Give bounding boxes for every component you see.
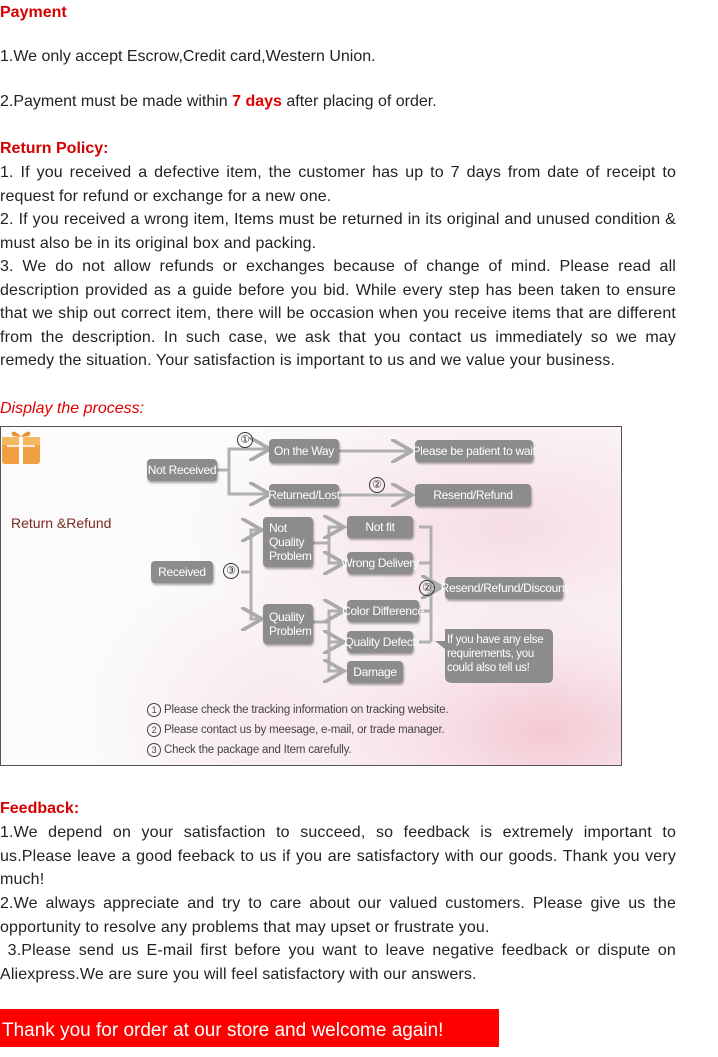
arrow-to-wrong-delivery: [329, 543, 341, 563]
note-3-marker: 3: [147, 743, 161, 757]
feedback-item-1: 1.We depend on your satisfaction to succeed, so feedback is extremely important to us.Please leave a good feeback to us if you are satisfactory with our goods. Thank you very much!: [0, 824, 676, 888]
wrong-delivery-box: Wrong Delivery: [347, 552, 413, 574]
note-1: [147, 703, 448, 717]
arrow-not-received-branch: [217, 449, 267, 470]
payment-line-2-start: 2.Payment must be made within: [0, 93, 233, 110]
color-difference-box: Color Difference: [347, 600, 419, 622]
payment-days-highlight: 7 days: [232, 93, 282, 110]
quality-problem-box: Quality Problem: [263, 604, 313, 644]
feedback-item-2: 2.We always appreciate and try to care about our valued customers. Please give us the opportunity to resolve any problems that may upset or frustrate you.: [0, 895, 676, 936]
thank-you-banner: Thank you for order at our store and welcome again!: [0, 1009, 499, 1047]
resend-refund-discount-box: Resend/Refund/Discount: [445, 577, 563, 599]
arrow-quality-branch: [313, 611, 341, 622]
diagram-title: Return &Refund: [11, 515, 112, 531]
return-policy-item-3: 3. We do not allow refunds or exchanges because of change of mind. Please read all description provided as a guide before you bid. While every step has been taken to ensure that we ship out correct item, there will be occasion when you receive items that are different from the description. In such case, we ask that you contact us immediately so we may remedy the situation. Your satisfaction is important to us and we value your business.: [0, 258, 676, 369]
payment-line-1: 1.We only accept Escrow,Credit card,Western Union.: [0, 48, 376, 65]
return-policy-item-1: 1. If you received a defective item, the customer has up to 7 days from date of receipt to request for refund or exchange for a new one.: [0, 164, 676, 205]
payment-line-2-end: after placing of order.: [281, 93, 437, 110]
return-policy-heading: Return Policy:: [0, 140, 109, 157]
marker-1: ①: [237, 432, 253, 448]
not-received-box: Not Received: [147, 459, 217, 481]
note-2-text: Please contact us by meesage, e-mail, or trade manager.: [164, 724, 445, 737]
damage-box: Damage: [347, 661, 403, 683]
note-2-marker: 2: [147, 723, 161, 737]
note-1-text: Please check the tracking information on tracking website.: [164, 704, 449, 717]
other-requirements-text: If you have any else requirements, you could also tell us!: [447, 634, 544, 674]
on-the-way-box: On the Way: [269, 439, 339, 463]
process-label: Display the process:: [0, 400, 145, 417]
quality-defect-box: Quality Defect: [347, 631, 413, 653]
arrow-to-returned-lost: [229, 470, 267, 494]
returned-lost-box: Returned/Lost: [269, 484, 339, 506]
arrow-received-branch: [241, 530, 259, 572]
marker-2-top: ②: [369, 477, 385, 493]
note-2: [147, 723, 445, 737]
arrow-received-quality: [251, 572, 259, 619]
arrow-to-quality-defect: [329, 622, 341, 642]
marker-3: ③: [223, 563, 239, 579]
return-policy-item-2: 2. If you received a wrong item, Items must be returned in its original and unused condition & must also be in its original box and packing.: [0, 211, 676, 252]
gift-box-icon: [1, 427, 41, 465]
payment-heading: Payment: [0, 4, 67, 21]
payment-line-2: [0, 93, 437, 111]
arrow-not-quality-branch: [313, 527, 341, 543]
be-patient-box: Please be patient to wait: [415, 440, 533, 462]
note-1-marker: 1: [147, 703, 161, 717]
received-box: Received: [151, 561, 213, 583]
resend-refund-box: Resend/Refund: [415, 484, 531, 506]
return-refund-diagram: [0, 426, 622, 766]
marker-2-bottom: ②: [419, 580, 435, 596]
not-quality-problem-box: Not Quality Problem: [263, 517, 313, 567]
not-fit-box: Not fit: [347, 516, 413, 538]
feedback-heading: Feedback:: [0, 800, 80, 817]
note-3: [147, 743, 351, 757]
feedback-item-3: 3.Please send us E-mail first before you want to leave negative feedback or dispute on Aliexpress.We are sure you will feel satisfactory with our answers.: [0, 942, 680, 983]
note-3-text: Check the package and Item carefully.: [164, 744, 352, 757]
arrow-to-damage: [329, 642, 341, 671]
